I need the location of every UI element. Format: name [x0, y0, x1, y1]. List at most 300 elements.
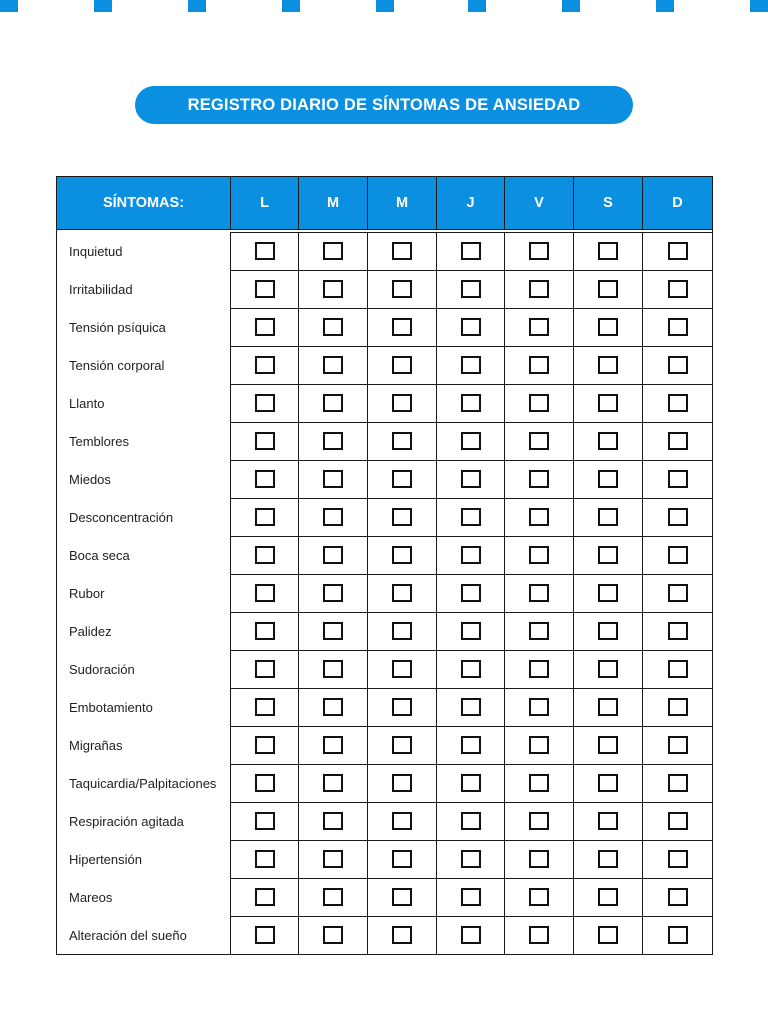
symptom-checkbox[interactable] [323, 736, 343, 754]
day-cell [437, 651, 505, 689]
day-cell [231, 879, 299, 917]
day-cell [643, 347, 713, 385]
symptom-checkbox[interactable] [668, 356, 688, 374]
table-row [57, 689, 713, 727]
day-cell [299, 689, 368, 727]
symptom-checkbox[interactable] [529, 470, 549, 488]
symptom-label: Hipertensión [57, 841, 231, 879]
day-cell [437, 423, 505, 461]
day-cell [505, 385, 574, 423]
day-cell [643, 461, 713, 499]
day-cell [437, 233, 505, 271]
symptom-label: Boca seca [57, 537, 231, 575]
symptom-checkbox[interactable] [255, 774, 275, 792]
table-row [57, 651, 713, 689]
day-cell [574, 803, 643, 841]
day-cell [231, 727, 299, 765]
symptom-checkbox[interactable] [668, 926, 688, 944]
day-cell [368, 879, 437, 917]
symptom-checkbox[interactable] [255, 736, 275, 754]
symptom-checkbox[interactable] [668, 888, 688, 906]
day-cell [368, 689, 437, 727]
symptom-checkbox[interactable] [668, 850, 688, 868]
symptom-checkbox[interactable] [323, 698, 343, 716]
symptom-checkbox[interactable] [392, 888, 412, 906]
table-row [57, 233, 713, 271]
symptom-checkbox[interactable] [668, 470, 688, 488]
symptom-checkbox[interactable] [255, 584, 275, 602]
table-row [57, 309, 713, 347]
symptom-checkbox[interactable] [598, 622, 618, 640]
day-cell [231, 575, 299, 613]
day-cell [574, 309, 643, 347]
symptom-checkbox[interactable] [323, 584, 343, 602]
day-cell [368, 765, 437, 803]
symptom-checkbox[interactable] [529, 242, 549, 260]
day-cell [299, 233, 368, 271]
symptom-label: Respiración agitada [57, 803, 231, 841]
day-cell [368, 347, 437, 385]
table-row [57, 385, 713, 423]
day-cell [231, 917, 299, 955]
symptom-checkbox[interactable] [529, 508, 549, 526]
symptom-checkbox[interactable] [461, 660, 481, 678]
symptom-checkbox[interactable] [598, 926, 618, 944]
symptom-checkbox[interactable] [323, 242, 343, 260]
table-row [57, 917, 713, 955]
symptom-checkbox[interactable] [392, 394, 412, 412]
symptom-checkbox[interactable] [392, 546, 412, 564]
symptom-checkbox[interactable] [461, 622, 481, 640]
symptom-checkbox[interactable] [323, 926, 343, 944]
page-title: REGISTRO DIARIO DE SÍNTOMAS DE ANSIEDAD [135, 86, 633, 124]
symptom-checkbox[interactable] [461, 736, 481, 754]
day-header-s: S [574, 177, 643, 230]
symptom-checkbox[interactable] [255, 508, 275, 526]
symptom-checkbox[interactable] [529, 622, 549, 640]
day-cell [368, 423, 437, 461]
symptom-label: Desconcentración [57, 499, 231, 537]
symptom-checkbox[interactable] [392, 698, 412, 716]
symptom-checkbox[interactable] [461, 318, 481, 336]
day-cell [643, 765, 713, 803]
symptom-checkbox[interactable] [668, 622, 688, 640]
symptom-checkbox[interactable] [668, 698, 688, 716]
day-cell [231, 347, 299, 385]
day-header-m: M [299, 177, 368, 230]
symptom-checkbox[interactable] [529, 926, 549, 944]
symptom-checkbox[interactable] [392, 508, 412, 526]
day-cell [574, 461, 643, 499]
day-cell [574, 499, 643, 537]
day-cell [643, 309, 713, 347]
day-header-m2: M [368, 177, 437, 230]
day-cell [231, 461, 299, 499]
day-cell [299, 347, 368, 385]
symptom-checkbox[interactable] [668, 280, 688, 298]
symptom-checkbox[interactable] [323, 622, 343, 640]
symptom-checkbox[interactable] [598, 508, 618, 526]
symptom-checkbox[interactable] [668, 660, 688, 678]
day-cell [643, 423, 713, 461]
day-cell [643, 385, 713, 423]
symptom-label: Palidez [57, 613, 231, 651]
symptom-checkbox[interactable] [529, 432, 549, 450]
day-cell [299, 841, 368, 879]
symptom-checkbox[interactable] [461, 356, 481, 374]
symptom-checkbox[interactable] [598, 546, 618, 564]
day-cell [505, 613, 574, 651]
table-row [57, 841, 713, 879]
symptom-checkbox[interactable] [323, 508, 343, 526]
symptom-checkbox[interactable] [598, 812, 618, 830]
day-cell [505, 233, 574, 271]
day-cell [299, 461, 368, 499]
symptom-checkbox[interactable] [598, 698, 618, 716]
symptom-checkbox[interactable] [668, 584, 688, 602]
day-cell [437, 803, 505, 841]
day-cell [368, 803, 437, 841]
symptom-checkbox[interactable] [529, 812, 549, 830]
symptom-checkbox[interactable] [598, 280, 618, 298]
day-cell [299, 651, 368, 689]
day-cell [299, 385, 368, 423]
day-cell [437, 917, 505, 955]
symptom-checkbox[interactable] [529, 660, 549, 678]
day-cell [231, 423, 299, 461]
day-cell [574, 727, 643, 765]
day-cell [231, 537, 299, 575]
symptom-checkbox[interactable] [255, 660, 275, 678]
symptom-checkbox[interactable] [255, 470, 275, 488]
symptom-checkbox[interactable] [392, 926, 412, 944]
day-cell [437, 841, 505, 879]
symptom-checkbox[interactable] [392, 242, 412, 260]
day-header-l: L [231, 177, 299, 230]
day-cell [643, 803, 713, 841]
day-cell [437, 575, 505, 613]
symptom-checkbox[interactable] [323, 356, 343, 374]
symptom-checkbox[interactable] [255, 888, 275, 906]
symptom-checkbox[interactable] [323, 546, 343, 564]
symptom-checkbox[interactable] [255, 394, 275, 412]
day-cell [368, 651, 437, 689]
day-cell [574, 385, 643, 423]
day-cell [574, 347, 643, 385]
day-cell [643, 727, 713, 765]
day-cell [505, 765, 574, 803]
symptom-checkbox[interactable] [598, 356, 618, 374]
symptom-checkbox[interactable] [529, 888, 549, 906]
day-cell [505, 651, 574, 689]
symptom-checkbox[interactable] [392, 660, 412, 678]
day-cell [643, 651, 713, 689]
day-cell [368, 233, 437, 271]
symptom-label: Temblores [57, 423, 231, 461]
day-cell [368, 309, 437, 347]
symptom-checkbox[interactable] [392, 470, 412, 488]
symptom-checkbox[interactable] [668, 508, 688, 526]
symptom-label: Tensión psíquica [57, 309, 231, 347]
day-cell [231, 651, 299, 689]
symptom-checkbox[interactable] [392, 318, 412, 336]
day-cell [437, 461, 505, 499]
symptom-checkbox[interactable] [598, 318, 618, 336]
day-cell [574, 765, 643, 803]
day-header-j: J [437, 177, 505, 230]
symptom-checkbox[interactable] [461, 584, 481, 602]
top-dashed-border [0, 0, 768, 12]
day-cell [505, 727, 574, 765]
symptom-label: Alteración del sueño [57, 917, 231, 955]
symptom-checkbox[interactable] [461, 508, 481, 526]
day-cell [437, 727, 505, 765]
day-cell [299, 879, 368, 917]
symptom-checkbox[interactable] [255, 698, 275, 716]
symptom-checkbox[interactable] [668, 432, 688, 450]
symptom-checkbox[interactable] [529, 584, 549, 602]
symptom-checkbox[interactable] [461, 242, 481, 260]
symptom-checkbox[interactable] [529, 850, 549, 868]
symptom-checkbox[interactable] [323, 432, 343, 450]
symptom-checkbox[interactable] [598, 736, 618, 754]
day-cell [299, 765, 368, 803]
day-cell [231, 385, 299, 423]
day-cell [299, 537, 368, 575]
day-cell [574, 233, 643, 271]
day-cell [299, 499, 368, 537]
day-cell [231, 613, 299, 651]
symptom-checkbox[interactable] [529, 280, 549, 298]
symptom-checkbox[interactable] [255, 812, 275, 830]
table-row [57, 765, 713, 803]
symptom-checkbox[interactable] [598, 660, 618, 678]
symptom-checkbox[interactable] [461, 926, 481, 944]
day-header-v: V [505, 177, 574, 230]
symptom-checkbox[interactable] [255, 622, 275, 640]
symptom-checkbox[interactable] [461, 812, 481, 830]
symptom-checkbox[interactable] [255, 356, 275, 374]
day-cell [368, 461, 437, 499]
symptom-label: Inquietud [57, 233, 231, 271]
day-cell [505, 803, 574, 841]
day-cell [437, 765, 505, 803]
table-row [57, 613, 713, 651]
symptom-checkbox[interactable] [668, 394, 688, 412]
symptom-checkbox[interactable] [323, 470, 343, 488]
symptom-checkbox[interactable] [255, 242, 275, 260]
day-cell [574, 575, 643, 613]
day-cell [231, 233, 299, 271]
symptom-checkbox[interactable] [392, 584, 412, 602]
symptom-label: Embotamiento [57, 689, 231, 727]
day-cell [368, 727, 437, 765]
table-row [57, 499, 713, 537]
symptom-label: Taquicardia/Palpitaciones [57, 765, 231, 803]
day-cell [437, 385, 505, 423]
symptom-checkbox[interactable] [392, 432, 412, 450]
symptom-checkbox[interactable] [668, 242, 688, 260]
symptom-checkbox[interactable] [255, 850, 275, 868]
symptom-checkbox[interactable] [323, 812, 343, 830]
day-cell [368, 613, 437, 651]
symptom-checkbox[interactable] [529, 698, 549, 716]
symptom-checkbox[interactable] [255, 926, 275, 944]
symptom-checkbox[interactable] [323, 774, 343, 792]
day-cell [505, 917, 574, 955]
symptom-checkbox[interactable] [461, 850, 481, 868]
day-cell [437, 613, 505, 651]
day-cell [574, 879, 643, 917]
symptom-checkbox[interactable] [255, 280, 275, 298]
day-cell [299, 917, 368, 955]
day-cell [505, 689, 574, 727]
symptoms-column-header: SÍNTOMAS: [57, 177, 231, 230]
symptom-checkbox[interactable] [668, 546, 688, 564]
day-cell [505, 879, 574, 917]
symptom-checkbox[interactable] [529, 318, 549, 336]
symptom-checkbox[interactable] [255, 318, 275, 336]
day-cell [505, 461, 574, 499]
day-cell [437, 537, 505, 575]
day-cell [299, 727, 368, 765]
day-cell [231, 499, 299, 537]
symptom-checkbox[interactable] [529, 394, 549, 412]
day-cell [231, 765, 299, 803]
symptom-checkbox[interactable] [529, 546, 549, 564]
day-cell [437, 309, 505, 347]
table-row [57, 727, 713, 765]
symptom-label: Migrañas [57, 727, 231, 765]
day-cell [437, 689, 505, 727]
symptom-checkbox[interactable] [461, 394, 481, 412]
symptom-checkbox[interactable] [461, 698, 481, 716]
symptom-table [56, 176, 713, 955]
symptom-checkbox[interactable] [392, 280, 412, 298]
symptom-checkbox[interactable] [598, 242, 618, 260]
day-cell [505, 271, 574, 309]
day-cell [299, 803, 368, 841]
symptom-checkbox[interactable] [668, 774, 688, 792]
symptom-checkbox[interactable] [598, 774, 618, 792]
day-cell [231, 841, 299, 879]
symptom-checkbox[interactable] [461, 470, 481, 488]
day-cell [299, 271, 368, 309]
day-header-d: D [643, 177, 713, 230]
symptom-checkbox[interactable] [668, 736, 688, 754]
symptom-checkbox[interactable] [461, 774, 481, 792]
symptom-label: Mareos [57, 879, 231, 917]
symptom-checkbox[interactable] [598, 584, 618, 602]
symptom-checkbox[interactable] [323, 888, 343, 906]
symptom-checkbox[interactable] [598, 888, 618, 906]
symptom-checkbox[interactable] [529, 736, 549, 754]
day-cell [643, 841, 713, 879]
day-cell [368, 841, 437, 879]
symptom-checkbox[interactable] [392, 812, 412, 830]
symptom-checkbox[interactable] [598, 470, 618, 488]
symptom-label: Llanto [57, 385, 231, 423]
day-cell [505, 841, 574, 879]
symptom-checkbox[interactable] [598, 394, 618, 412]
symptom-checkbox[interactable] [598, 432, 618, 450]
symptom-checkbox[interactable] [598, 850, 618, 868]
table-row [57, 803, 713, 841]
table-row [57, 879, 713, 917]
table-row [57, 575, 713, 613]
day-cell [505, 309, 574, 347]
symptom-checkbox[interactable] [461, 546, 481, 564]
symptom-checkbox[interactable] [461, 280, 481, 298]
day-cell [643, 879, 713, 917]
symptom-checkbox[interactable] [461, 432, 481, 450]
symptom-checkbox[interactable] [323, 660, 343, 678]
day-cell [643, 499, 713, 537]
symptom-checkbox[interactable] [255, 432, 275, 450]
day-cell [574, 689, 643, 727]
day-cell [505, 499, 574, 537]
symptom-label: Tensión corporal [57, 347, 231, 385]
symptom-checkbox[interactable] [392, 774, 412, 792]
day-cell [299, 423, 368, 461]
symptom-checkbox[interactable] [323, 394, 343, 412]
day-cell [437, 347, 505, 385]
day-cell [574, 613, 643, 651]
day-cell [368, 917, 437, 955]
day-cell [437, 879, 505, 917]
day-cell [368, 385, 437, 423]
day-cell [643, 917, 713, 955]
day-cell [505, 537, 574, 575]
symptom-checkbox[interactable] [392, 736, 412, 754]
symptom-checkbox[interactable] [668, 318, 688, 336]
day-cell [299, 309, 368, 347]
day-cell [231, 689, 299, 727]
symptom-checkbox[interactable] [323, 850, 343, 868]
day-cell [231, 271, 299, 309]
symptom-checkbox[interactable] [668, 812, 688, 830]
symptom-checkbox[interactable] [529, 356, 549, 374]
symptom-checkbox[interactable] [392, 850, 412, 868]
table-row [57, 347, 713, 385]
symptom-checkbox[interactable] [461, 888, 481, 906]
table-body [57, 230, 713, 955]
day-cell [437, 499, 505, 537]
day-cell [231, 803, 299, 841]
symptom-checkbox[interactable] [255, 546, 275, 564]
day-cell [231, 309, 299, 347]
symptom-checkbox[interactable] [529, 774, 549, 792]
day-cell [643, 233, 713, 271]
day-cell [574, 651, 643, 689]
symptom-label: Sudoración [57, 651, 231, 689]
day-cell [437, 271, 505, 309]
day-cell [505, 347, 574, 385]
day-cell [643, 537, 713, 575]
day-cell [574, 537, 643, 575]
symptom-checkbox[interactable] [392, 622, 412, 640]
symptom-checkbox[interactable] [323, 318, 343, 336]
day-cell [368, 537, 437, 575]
day-cell [574, 271, 643, 309]
symptom-checkbox[interactable] [323, 280, 343, 298]
symptom-table-wrapper [56, 176, 712, 966]
symptom-checkbox[interactable] [392, 356, 412, 374]
symptom-label: Irritabilidad [57, 271, 231, 309]
day-cell [299, 613, 368, 651]
table-row [57, 461, 713, 499]
day-cell [505, 423, 574, 461]
